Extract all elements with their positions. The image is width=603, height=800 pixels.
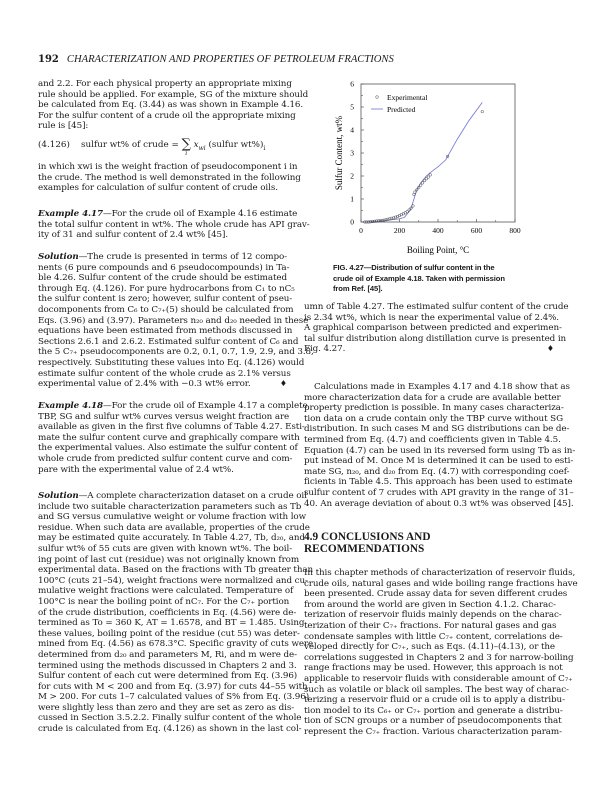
experimental-point [427, 176, 430, 179]
text-line: crude oils, natural gases and wide boiling range fractions have [304, 578, 578, 589]
text-line: of the crude distribution, coefficients in Eq. (4.56) were de- [38, 607, 297, 618]
x-tick-label: 800 [509, 226, 521, 235]
text-line: Sections 2.6.1 and 2.6.2. Estimated sulfur content of C₆ and [38, 336, 299, 347]
text-line: terization of their C₇₊ fractions. For natural gases and gas [304, 620, 557, 631]
text-line: residue. When such data are available, properties of the crude [38, 522, 310, 533]
text-line: be calculated from Eq. (3.44) as was shown in Example 4.16. [38, 100, 304, 111]
text-line: A graphical comparison between predicted and experimen- [304, 323, 562, 334]
equation-lhs: sulfur wt% of crude = [81, 140, 179, 150]
text-line: the crude. The method is well demonstrated in the following [38, 172, 301, 183]
end-of-example-diamond-icon [280, 379, 287, 390]
paragraph-lead: Solution [38, 252, 79, 262]
text-line: Calculations made in Examples 4.17 and 4.18 show that as [314, 382, 570, 392]
text-line: rule should be applied. For example, SG of the mixture should [38, 89, 309, 100]
text-line: mined from Eq. (4.56) as 678.3°C. Specific gravity of cuts were [38, 639, 314, 650]
page-number: 192 [38, 54, 59, 65]
text-line: more characterization data for a crude are available better [304, 392, 561, 403]
text-line: experimental value of 2.4% with −0.3 wt% error. [38, 379, 251, 390]
y-tick-label: 3 [350, 148, 354, 158]
text-line: sulfur wt% of 55 cuts are given with known wt%. The boil- [38, 543, 293, 554]
text-line: Sulfur content of each cut were determined from Eq. (3.96) [38, 671, 298, 682]
text-line: ficients in Table 4.5. This approach has been used to estimate [304, 477, 573, 488]
text-line: umn of Table 4.27. The estimated sulfur content of the crude [304, 302, 569, 312]
text-line: estimate sulfur content of the whole crude as 2.1% versus [38, 368, 291, 379]
text-line: distribution. In such cases M and SG distributions can be de- [304, 424, 570, 435]
text-line: TBP, SG and sulfur wt% curves versus weight fraction are [38, 411, 290, 422]
x-tick-label: 600 [470, 226, 483, 235]
text-line: tion data on a crude contain only the TBP curve without SG [304, 413, 563, 424]
solution-4-17 [38, 252, 314, 390]
example-4-17 [38, 209, 310, 241]
text-line: the experimental values. Also estimate the sulfur content of [38, 443, 298, 454]
experimental-point [421, 182, 424, 185]
text-line: these values, boiling point of the residue (cut 55) was deter- [38, 628, 300, 639]
solution-4-18 [38, 491, 314, 735]
text-line: for cuts with M < 200 and from Eq. (3.97) for cuts 44–55 with [38, 681, 308, 692]
equation-4-126 [38, 137, 266, 158]
text-line [38, 252, 287, 263]
y-tick-label: 2 [350, 171, 354, 181]
paragraph-conclusions [304, 568, 578, 738]
sulfur-distribution-chart [300, 70, 560, 260]
text-line: In this chapter methods of characterization of reservoir fluids, [304, 568, 576, 578]
paragraph-mixing-rule [38, 79, 309, 132]
section-heading-line: RECOMMENDATIONS [304, 542, 425, 555]
equation-var-sub: wi [198, 144, 206, 152]
text-line: examples for calculation of sulfur content of crude oils. [38, 183, 278, 194]
text-line: veloped directly for C₇₊, such as Eqs. (4.11)–(4.13), or the [304, 642, 555, 653]
sum-symbol: ∑ [181, 137, 191, 152]
text-line: pare with the experimental value of 2.4 wt%. [38, 464, 234, 475]
text-line: the sulfur content is zero; however, sulfur content of pseu- [38, 294, 293, 305]
paragraph-weight-fraction [38, 162, 301, 194]
y-tick-label: 4 [350, 125, 354, 135]
text-line: range fractions may be used. However, this approach is not [304, 663, 563, 674]
text-line: property prediction is possible. In many cases characteriza- [304, 403, 564, 414]
equation-number: (4.126) [38, 140, 70, 150]
line-text: —For the crude oil of Example 4.16 estimate [102, 209, 298, 219]
text-line: may be estimated quite accurately. In Table 4.27, Tb, d₂₀, and [38, 533, 305, 544]
sum-index: i [185, 150, 188, 157]
running-header [38, 54, 394, 65]
text-line: include two suitable characterization parameters such as Tb [38, 501, 302, 512]
text-line: crude is calculated from Eq. (4.126) as shown in the last col- [38, 724, 302, 735]
text-line: and SG versus cumulative weight or volume fraction with low [38, 512, 306, 523]
legend-experimental-label: Experimental [387, 93, 428, 102]
section-heading-4-9 [304, 532, 430, 555]
text-line: mate SG, n₂₀, and d₂₀ from Eq. (4.7) with corresponding coef- [304, 466, 570, 477]
figure-caption [333, 263, 525, 295]
x-tick-label: 400 [432, 226, 444, 235]
text-line: put instead of M. Once M is determined it can be used to esti- [304, 456, 574, 467]
text-line: determined from d₂₀ and parameters M, Ri, and m were de- [38, 649, 297, 660]
text-line: from around the world are given in Section 4.1.2. Charac- [304, 599, 556, 610]
y-tick-label: 0 [350, 217, 354, 227]
text-line: ity of 31 and sulfur content of 2.4 wt% [45]. [38, 230, 228, 241]
paragraph-lead: Solution [38, 491, 79, 501]
text-line: such as volatile or black oil samples. The best way of charac- [304, 684, 569, 695]
text-line: mate the sulfur content curve and graphically compare with [38, 432, 300, 443]
y-tick-label: 6 [350, 79, 354, 89]
text-line: experimental data. Based on the fractions with Tb greater than [38, 565, 314, 576]
text-line: 100°C is near the boiling point of nC₇. For the C₇₊ portion [38, 596, 290, 607]
paragraph-example-result [304, 302, 569, 355]
text-line: Eqs. (3.96) and (3.97). Parameters n₂₀ and d₂₀ needed in these [38, 315, 309, 326]
text-line: the total sulfur content in wt%. The whole crude has API grav- [38, 219, 310, 230]
equation-rhs-sub: i [263, 144, 266, 152]
text-line: rule is [45]: [38, 121, 89, 132]
y-tick-label: 5 [350, 102, 354, 112]
text-line: respectively. Substituting these values into Eq. (4.126) would [38, 357, 305, 368]
running-title: CHARACTERIZATION AND PROPERTIES OF PETROLEUM FRACTIONS [66, 54, 394, 65]
text-line: is 2.34 wt%, which is near the experimental value of 2.4%. [304, 312, 559, 323]
line-text: —A complete characterization dataset on a crude oil [78, 491, 307, 501]
text-line: equations have been estimated from methods discussed in [38, 326, 293, 337]
text-line: nents (6 pure compounds and 6 pseudocompounds) in Ta- [38, 262, 290, 273]
line-text: —The crude is presented in terms of 12 compo- [78, 252, 287, 262]
text-line: and 2.2. For each physical property an appropriate mixing [38, 79, 292, 89]
text-line: sulfur content of 7 crudes with API gravity in the range of 31– [304, 487, 574, 498]
text-line: termined using the methods discussed in Chapters 2 and 3. [38, 660, 297, 671]
caption-line: crude oil of Example 4.18. Taken with permission [333, 273, 505, 283]
experimental-point [429, 174, 432, 177]
caption-line: FIG. 4.27—Distribution of sulfur content in the [333, 263, 495, 272]
line-text: —For the crude oil of Example 4.17 a complete [102, 401, 308, 411]
y-tick-label: 1 [350, 194, 354, 204]
text-line: correlations suggested in Chapters 2 and 3 for narrow-boiling [304, 652, 574, 663]
y-axis-label: Sulfur Content, wt% [334, 115, 344, 191]
text-line: tal sulfur distribution along distillation curve is presented in [304, 333, 567, 344]
text-line: termined as To = 360 K, AT = 1.6578, and BT = 1.485. Using [38, 618, 305, 629]
text-line: terization of reservoir fluids mainly depends on the charac- [304, 610, 562, 621]
x-tick-label: 0 [359, 226, 363, 235]
section-heading-line: 4.9 CONCLUSIONS AND [304, 531, 431, 543]
equation-var: x [193, 140, 199, 150]
text-line: tion model to its C₆₊ or C₇₊ portion and generate a distribu- [304, 705, 563, 716]
predicted-line [365, 102, 482, 222]
text-line: Fig. 4.27. [304, 344, 346, 355]
legend-experimental-marker [376, 96, 379, 99]
end-of-example-diamond-icon [547, 344, 554, 355]
text-line: mulative weight fractions were calculated. Temperature of [38, 586, 294, 597]
paragraph-lead: Example 4.17 [38, 209, 103, 219]
text-line: through Eq. (4.126). For pure hydrocarbons from C₁ to nC₅ [38, 283, 295, 294]
text-line: represent the C₇₊ fraction. Various characterization param- [304, 726, 562, 737]
x-axis-label: Boiling Point, °C [406, 245, 470, 255]
text-line: condensate samples with little C₇₊ content, correlations de- [304, 631, 563, 642]
text-line: available as given in the first five columns of Table 4.27. Esti- [38, 422, 305, 433]
plot-frame [361, 84, 515, 222]
text-line: been presented. Crude assay data for seven different crudes [304, 589, 568, 600]
text-line: terizing a reservoir fluid or a crude oil is to apply a distribu- [304, 695, 565, 706]
text-line: cussed in Section 3.5.2.2. Finally sulfur content of the whole [38, 713, 302, 724]
text-line: For the sulfur content of a crude oil the appropriate mixing [38, 110, 296, 121]
text-line: docomponents from C₆ to C₇₊(5) should be calculated from [38, 304, 294, 315]
text-line: termined from Eq. (4.7) and coefficients given in Table 4.5. [304, 434, 561, 445]
text-line: M > 200. For cuts 1–7 calculated values of S% from Eq. (3.96) [38, 692, 310, 703]
text-line: whole crude from predicted sulfur content curve and com- [38, 453, 293, 464]
text-line: applicable to reservoir fluids with considerable amount of C₇₊ [304, 673, 573, 684]
text-line: ing point of last cut (residue) was not originally known from [38, 554, 300, 565]
text-line [38, 401, 308, 412]
paragraph-calculations [304, 382, 576, 509]
equation-rhs: (sulfur wt%) [208, 140, 264, 150]
x-tick-label: 200 [393, 226, 406, 235]
text-line [38, 491, 307, 502]
text-line: in which xwi is the weight fraction of pseudocomponent i in [38, 162, 298, 172]
text-line: 100°C (cuts 21–54), weight fractions were normalized and cu- [38, 575, 308, 586]
caption-line: from Ref. [45]. [333, 284, 383, 294]
legend-predicted-label: Predicted [387, 105, 416, 114]
experimental-point [481, 110, 484, 113]
text-line: ble 4.26. Sulfur content of the crude should be estimated [38, 273, 287, 284]
paragraph-lead: Example 4.18 [38, 401, 103, 411]
text-line: tion of SCN groups or a number of pseudocomponents that [304, 716, 562, 727]
text-line: 40. An average deviation of about 0.3 wt% was observed [45]. [304, 498, 574, 509]
example-4-18 [38, 401, 308, 475]
text-line: the 5 C₇₊ pseudocomponents are 0.2, 0.1, 0.7, 1.9, 2.9, and 3.8, [38, 347, 314, 358]
text-line: Equation (4.7) can be used in its reversed form using Tb as in- [304, 445, 576, 456]
text-line: were slightly less than zero and they are set as zero as dis- [38, 702, 295, 713]
text-line [38, 209, 298, 220]
